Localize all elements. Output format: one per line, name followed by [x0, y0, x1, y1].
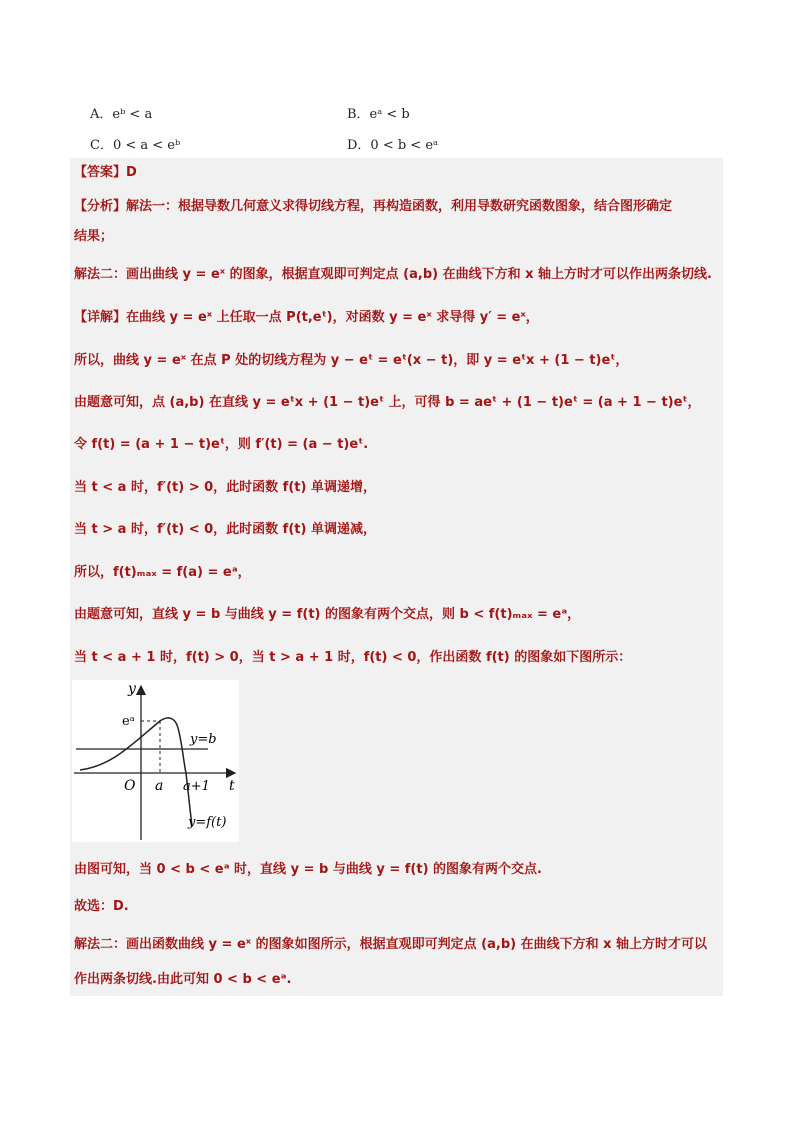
detail-line-3: 由题意可知，点 (a,b) 在直线 y = eᵗx + (1 − t)eᵗ 上，可得 b = aeᵗ + (1 − t)eᵗ = (a + 1 − t)eᵗ， [74, 395, 701, 410]
a-label: a [155, 778, 164, 794]
detail-line-4: 令 f(t) = (a + 1 − t)eᵗ，则 f′(t) = (a − t)eᵗ. [74, 437, 369, 452]
function-graph-svg [72, 680, 239, 842]
analysis-line-2: 结果； [74, 229, 114, 244]
t-axis-label: t [229, 778, 235, 794]
choice-line: 故选：D. [74, 899, 129, 914]
y-axis-label: y [128, 681, 136, 697]
method-two-line-1: 解法二：画出函数曲线 y = eˣ 的图象如图所示，根据直观即可判定点 (a,b) 在曲线下方和 x 轴上方时才可以 [74, 937, 708, 952]
function-graph [72, 680, 239, 842]
option-a: A．eᵇ < a [90, 107, 153, 122]
peak-label: eᵃ [122, 714, 135, 729]
detail-line-1: 【详解】在曲线 y = eˣ 上任取一点 P(t,eᵗ)，对函数 y = eˣ 求导得 y′ = eˣ， [74, 310, 539, 325]
method-two-line-2: 作出两条切线.由此可知 0 < b < eᵃ. [74, 972, 292, 987]
option-b: B．eᵃ < b [347, 107, 410, 122]
detail-line-9: 当 t < a + 1 时，f(t) > 0，当 t > a + 1 时，f(t) < 0，作出函数 f(t) 的图象如下图所示： [74, 650, 632, 665]
detail-line-2: 所以，曲线 y = eˣ 在点 P 处的切线方程为 y − eᵗ = eᵗ(x − t)，即 y = eᵗx + (1 − t)eᵗ， [74, 353, 629, 368]
curve-label: y=f(t) [188, 815, 227, 830]
detail-line-7: 所以，f(t)ₘₐₓ = f(a) = eᵃ， [74, 565, 251, 580]
option-d: D．0 < b < eᵃ [347, 138, 439, 153]
curve-f [80, 718, 192, 826]
detail-line-8: 由题意可知，直线 y = b 与曲线 y = f(t) 的图象有两个交点，则 b < f(t)ₘₐₓ = eᵃ， [74, 607, 581, 622]
line-b-label: y=b [190, 732, 217, 747]
analysis-line-1: 【分析】解法一：根据导数几何意义求得切线方程，再构造函数，利用导数研究函数图象，结合图形确定 [74, 199, 673, 214]
detail-line-5: 当 t < a 时，f′(t) > 0，此时函数 f(t) 单调递增， [74, 480, 376, 495]
option-c: C．0 < a < eᵇ [90, 138, 181, 153]
conclusion-line: 由图可知，当 0 < b < eᵃ 时，直线 y = b 与曲线 y = f(t) 的图象有两个交点. [74, 862, 542, 877]
method-two-summary: 解法二：画出曲线 y = eˣ 的图象，根据直观即可判定点 (a,b) 在曲线下方和 x 轴上方时才可以作出两条切线. [74, 267, 712, 282]
answer-line: 【答案】D [74, 165, 137, 180]
detail-line-6: 当 t > a 时，f′(t) < 0，此时函数 f(t) 单调递减， [74, 522, 376, 537]
a-plus-1-label: a+1 [183, 779, 210, 794]
origin-label: O [124, 778, 136, 794]
